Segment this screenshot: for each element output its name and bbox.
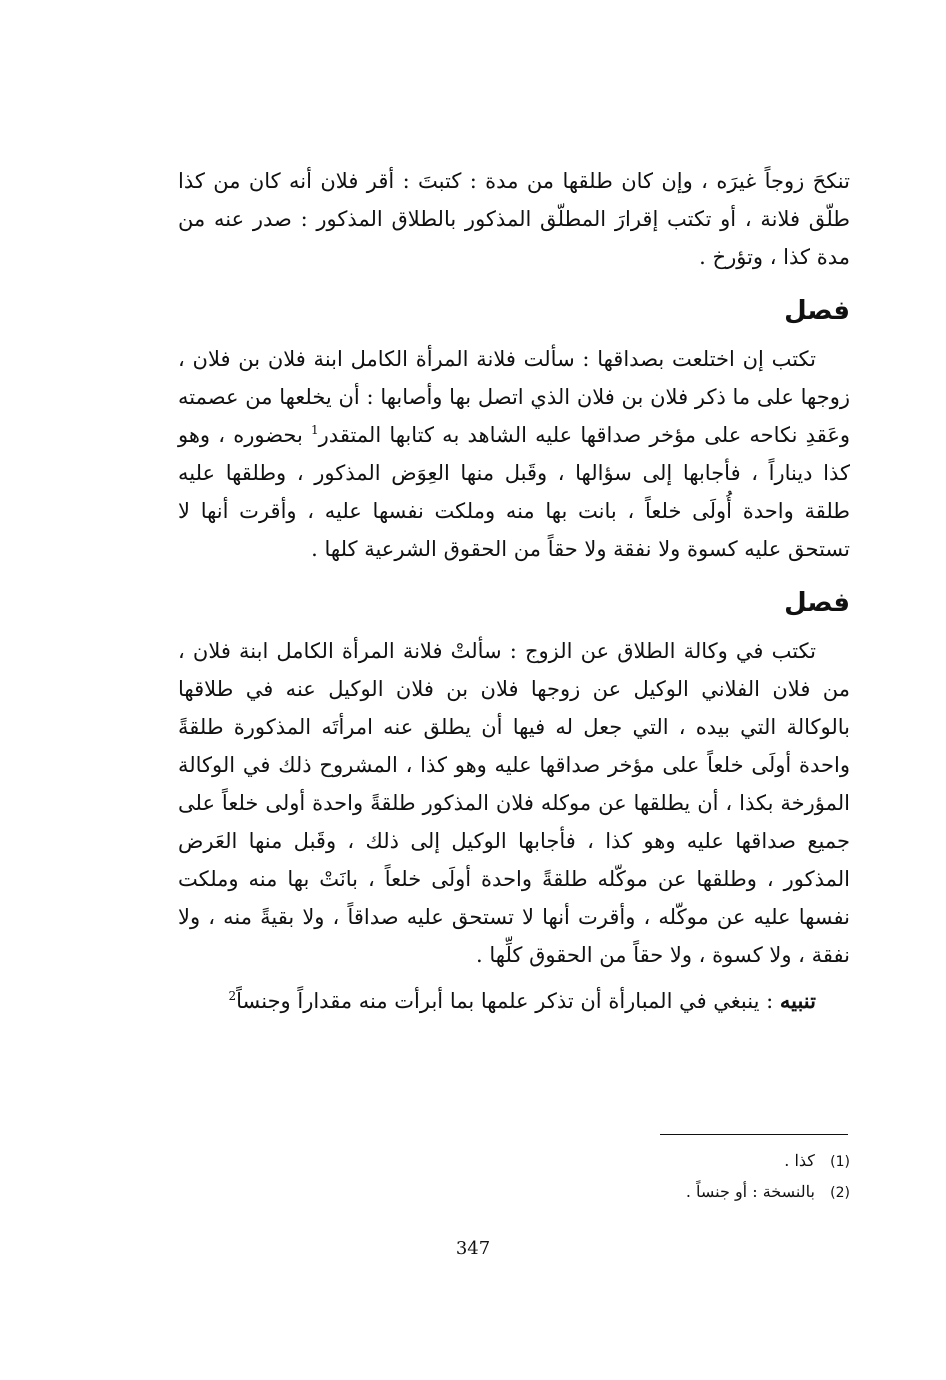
footnote-2: [178, 1177, 850, 1208]
page-number: 347: [455, 1238, 491, 1259]
paragraph-3: تكتب في وكالة الطلاق عن الزوج : سألتْ فلانة المرأة الكامل ابنة فلان ، من فلان الفلاني الوكيل عن زوجها فلان بن فلان الوكيل عنه في طلاقها بالوكالة التي بيده ، التي جعل له فيها أن يطلق عنه امرأتَه المذكورة طلقةً واحدة أولَى خلعاً على مؤخر صداقها عليه وهو كذا ، المشروح ذلك في الوكالة المؤرخة بكذا ، أن يطلقها عن موكله فلان المذكور طلقةً واحدة أولى خلعاً على جميع صداقها عليه وهو كذا ، فأجابها الوكيل إلى ذلك ، وقَبل منها العَرض المذكور ، وطلقها عن موكّله طلقةً واحدة أولَى خلعاً ، بانَتْ بها منه وملكت نفسها عليه عن موكّله ، وأقرت أنها لا تستحق عليه صداقاً ، ولا بقيةً منه ، ولا نفقة ، ولا كسوة ، ولا حقاً من الحقوق كلِّها .: [178, 639, 850, 967]
footnote-1: [178, 1146, 850, 1177]
paragraph-2: [178, 340, 850, 568]
section-heading-1: فصل: [784, 296, 850, 326]
footnote-divider: [660, 1134, 848, 1135]
paragraph-1: تنكحَ زوجاً غيرَه ، وإن كان طلقها من مدة : كتبتَ : أقر فلان أنه كان من كذا طلّق فلانة ، أو تكتب إقرارَ المطلّق المذكور بالطلاق المذكور : صدر عنه من مدة كذا ، وتؤرخ .: [178, 169, 850, 269]
note-text: : ينبغي في المبارأة أن تذكر علمها بما أبرأت منه مقداراً وجنساً: [236, 989, 780, 1013]
footnote-number: (1): [830, 1154, 850, 1170]
note-paragraph: [178, 982, 850, 1020]
paragraph-2-text: تكتب إن اختلعت بصداقها : سألت فلانة المرأة الكامل ابنة فلان بن فلان ، زوجها على ما ذكر فلان بن فلان الذي اتصل بها وأصابها : أن يخلعها من عصمته وعَقدِ نكاحه على مؤخر صداقها عليه الشاهد به كتابها المتقدر: [178, 347, 850, 447]
section-heading-2: فصل: [784, 588, 850, 618]
page-body: [178, 162, 850, 1020]
footnotes: [178, 1146, 850, 1208]
footnote-number: (2): [830, 1185, 850, 1201]
footnote-text: بالنسخة : أو جنساً .: [685, 1182, 815, 1201]
footnote-ref-2[interactable]: 2: [228, 989, 237, 1003]
footnote-text: كذا .: [784, 1151, 815, 1170]
note-label: تنبيه: [779, 988, 816, 1013]
footnote-ref-1[interactable]: 1: [311, 423, 319, 437]
paragraph-2-text-cont: بحضوره ، وهو كذا ديناراً ، فأجابها إلى سؤالها ، وقَبل منها العِوَض المذكور ، وطلقها عليه طلقة واحدة أُولَى خلعاً ، بانت بها منه وملكت نفسها عليه ، وأقرت أنها لا تستحق عليه كسوة ولا نفقة ولا حقاً من الحقوق الشرعية كلها .: [178, 423, 850, 561]
